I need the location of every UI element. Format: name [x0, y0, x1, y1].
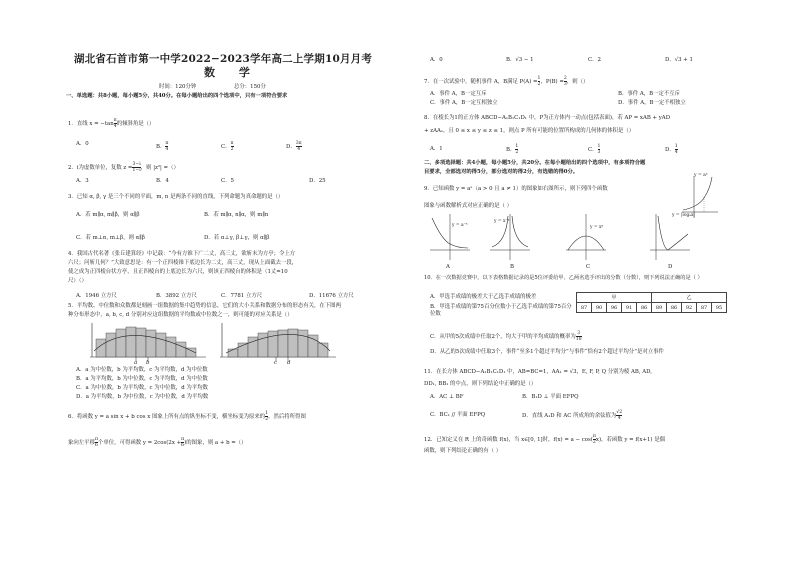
q9-line-2: 图象与函数解析式对应正确的是（ ） — [424, 203, 512, 209]
q9-option-a: A — [446, 264, 450, 270]
subject-title: 数 学 — [204, 66, 260, 79]
q6-option-d: D．√3 + 1 — [665, 57, 693, 63]
q11-line-2: DD₁, BB₁ 的中点，则下列结论中正确的是（） — [424, 381, 537, 387]
q3-option-c: C．若 m⊥α, m⊥β，则 α∥β — [76, 235, 145, 241]
q1-option-d: D． $\frac{3\pi}{4}$ — [286, 141, 302, 152]
q10-head-jia: 甲 — [577, 293, 652, 303]
exam-title: 湖北省石首市第一中学2022−2023学年高二上学期10月月考 — [74, 53, 373, 65]
q7-option-a: A．事件 A，B一定互斥 — [430, 91, 487, 97]
q5-option-c: C．a 为中位数，b 为平均数，c 为中位数，d 为平均数 — [76, 385, 208, 391]
q4-option-b: B．3892 立方尺 — [156, 293, 197, 299]
q4-line-4: 尺）（） — [68, 278, 87, 284]
q10-option-b: B．甲选手成绩的第75百分位数小于乙选手成绩的第75百分位数 — [430, 304, 572, 317]
q2-option-c: C．5 — [221, 178, 234, 184]
section2-heading-1: 二、多项选择题：共4小题，每小题5分，共20分。在每小题给出的四个选项中，有多项符合题 — [424, 160, 646, 166]
q6-option-b: B．√3 − 1 — [506, 57, 534, 63]
q12-line-1: 12．已知定义在 R 上的奇函数 f(x)，当 x∈[0, 1]时，f(x) = a − cos( $\frac{\pi}{2}$ x)，若函数 y = f(x+1) 是偶 — [424, 434, 665, 445]
q11-option-c: C．BC₁ // 平面 EFPQ — [430, 412, 486, 418]
q5-label-c: c — [274, 360, 278, 366]
q2-stem: 2．i为虚数单位，复数 z = $\frac{3-i}{1-i}$ ，则 |z²| =（） — [68, 162, 179, 173]
q5-option-b: B．a 为平均数，b 为中位数，c 为平均数，d 为中位数 — [76, 376, 208, 382]
q4-line-1: 4．我国古代名著《张丘建算经》中记载：“今有方锥下广二丈，高三丈，欲斩末为方亭；令上方 — [68, 251, 296, 257]
q3-option-b: B．若 m∥α, n∥α，则 m∥n — [204, 212, 269, 218]
q5-option-a: A．a 为中位数，b 为平均数，c 为平均数，d 为中位数 — [76, 367, 208, 373]
exam-time: 时间：120分钟 — [159, 84, 197, 90]
q3-stem: 3．已知 α, β, γ 是三个不同的平面，m, n 是两条不同的直线，下列命题为真命题的是（） — [68, 194, 284, 200]
exam-score: 总分：150分 — [234, 84, 266, 90]
q1-stem: 1．直线 x = −tan $\frac{\pi}{4}$ 的倾斜角是（） — [68, 118, 155, 129]
q11-line-1: 11．在长方体 ABCD−A₁B₁C₁D₁ 中，AB=BC=1，AA₁ = √3，E, F, P, Q 分别为棱 AB, AD, — [424, 369, 652, 375]
q12-line-2: 函数，则下列结论正确的有（ ） — [424, 448, 502, 454]
q6-option-a: A．0 — [430, 57, 443, 63]
q7-option-b: B．事件 A，B一定不互斥 — [618, 91, 681, 97]
q6-option-c: C．2 — [588, 57, 601, 63]
q4-line-3: 使之成为正四棱台状方亭，且正四棱台的上底边长为六尺，则该正四棱台的体积是（1丈=10 — [68, 269, 288, 275]
q10-option-d: D．从乙的5次成绩中任取3个，事件“至多1个超过平均分”与事件“恰有2个超过平均分”是对立事件 — [430, 349, 664, 355]
q5-line-2: 种分布形态中，a, b, c, d 分别对应这组数据的平均数或中位数之一，则可能的对应关系是（） — [68, 312, 293, 318]
q10-score-table — [576, 292, 727, 313]
q1-option-b: B． $\frac{\pi}{4}$ — [156, 141, 169, 152]
q10-option-c: C．从甲的5次成绩中任取2个，均大于甲的平均成绩的概率为 $\frac{3}{10}$ — [430, 331, 582, 342]
q7-option-d: D．事件 A，B一定不相独立 — [618, 100, 686, 106]
q9-graph-d — [648, 212, 692, 262]
q9-graph-a-label: y = a⁻ˣ — [452, 223, 468, 228]
q5-line-1: 5．平均数、中位数和众数都是刻画一组数据的集中趋势的信息，它们的大小关系和数据分布的形态有关，在下图两 — [68, 303, 341, 309]
q5-label-a: a — [134, 360, 138, 366]
q8-line-2: + zAA₁，且 0 ≤ x ≤ y ≤ z ≤ 1，则点 P 所有可能的位置所构成的几何体的体积是（） — [424, 128, 635, 134]
q4-option-c: C．7781 立方尺 — [221, 293, 263, 299]
q10-cell: 90 — [592, 303, 607, 313]
q5-label-d: d — [287, 360, 291, 366]
q10-cell: 91 — [622, 303, 637, 313]
q10-option-a: A．甲选手成绩的极差大于乙选手成绩的极差 — [430, 294, 537, 300]
section2-heading-2: 目要求，全部选对的得5分，部分选对的得2分，有选错的得0分。 — [424, 169, 579, 175]
q10-cell: 95 — [712, 303, 727, 313]
q8-option-c: C． $\frac{1}{3}$ — [588, 144, 601, 155]
q10-head-yi: 乙 — [652, 293, 727, 303]
q9-ref-label: y = aˣ — [694, 173, 708, 178]
q6-line-2: 象向左平移 $\frac{\pi}{6}$ 个单位，可得函数 y = 2cos(2x + $\frac{\pi}{6}$ )的图象，则 a + b =（） — [68, 437, 247, 448]
q5-histogram-right — [218, 321, 338, 361]
q1-option-a: A．0 — [76, 141, 89, 147]
q5-label-b: b — [146, 360, 150, 366]
q10-stem: 10．在一次数据竞赛中，以下表格数据记录的是5位评委给甲、乙两名选手评出的分数（分数），则下列说法正确的是（ ） — [424, 275, 703, 281]
q4-option-d: D．11676 立方尺 — [309, 293, 354, 299]
q2-option-b: B．4 — [156, 178, 169, 184]
q3-option-d: D．若 α⊥γ, β⊥γ，则 α∥β — [204, 235, 270, 241]
q7-option-c: C．事件 A，B一定互相独立 — [430, 100, 498, 106]
q10-cell: 87 — [697, 303, 712, 313]
q11-option-d: D．直线 A₁D 和 AC 所成角的余弦值为 $\frac{√2}{4}$ — [522, 410, 623, 421]
q4-line-2: 六尺；问斩几何？”大致意思是：有一个正四棱锥下底边长为二丈，高三丈，现从上面截去一段， — [68, 260, 298, 266]
q9-option-d: D — [668, 264, 673, 270]
q9-graph-c — [564, 212, 608, 262]
q6-line-1: 6．将函数 y = a sin x + b cos x 图象上所有点的纵坐标不变，横坐标变为原来的 $\frac{1}{2}$ ，然后将所得图 — [68, 411, 306, 422]
q3-option-a: A．若 m∥α, m∥β，则 α∥β — [76, 212, 140, 218]
q2-option-a: A．3 — [76, 178, 89, 184]
q8-option-d: D． $\frac{1}{4}$ — [665, 144, 678, 155]
q2-option-d: D．25 — [309, 178, 326, 184]
q9-line-1: 9．已知函数 y = aˣ（a > 0 且 a ≠ 1）的图象如右图所示，则下列四个函数 — [424, 186, 608, 192]
q8-option-a: A．1 — [430, 146, 443, 152]
q11-option-b: B．B₁D ⊥ 平面 EFPQ — [522, 394, 579, 400]
q9-option-c: C — [586, 264, 591, 270]
q9-graph-a — [428, 212, 472, 262]
section1-heading: 一、单选题：共8小题，每小题5分，共40分。在每小题给出的四个选项中，只有一项符合要求 — [66, 93, 288, 99]
q10-cell: 96 — [607, 303, 622, 313]
q7-stem: 7．在一次试验中，随机事件 A，B满足 P(A) = $\frac{1}{2}$ ，P(B) = $\frac{2}{3}$ ，则（） — [424, 76, 589, 87]
q10-cell: 92 — [682, 303, 697, 313]
q9-graph-b-label: y = x⁻ᵃ — [494, 219, 510, 224]
q1-option-c: C． $\frac{\pi}{2}$ — [221, 141, 234, 152]
q9-option-b: B — [510, 264, 514, 270]
q8-line-1: 8．在棱长为1的正方体 ABCD−A₁B₁C₁D₁ 中，P为正方体内一动点(包括表面)，若 AP = xAB + yAD — [424, 115, 671, 121]
q5-option-d: D．a 为平均数，b 为中位数，c 为中位数，d 为平均数 — [76, 394, 209, 400]
q8-option-b: B． $\frac{1}{2}$ — [506, 144, 519, 155]
q11-option-a: A．AC ⊥ BF — [430, 394, 464, 400]
q4-option-a: A．1946 立方尺 — [76, 293, 117, 299]
q10-cell: 86 — [667, 303, 682, 313]
q5-histogram-left — [88, 321, 208, 361]
q9-graph-c-label: y = xᵃ — [590, 225, 604, 230]
q10-cell: 89 — [652, 303, 667, 313]
q10-cell: 86 — [637, 303, 652, 313]
q9-graph-d-label: y = |logₐx| — [672, 213, 695, 218]
q10-cell: 87 — [577, 303, 592, 313]
